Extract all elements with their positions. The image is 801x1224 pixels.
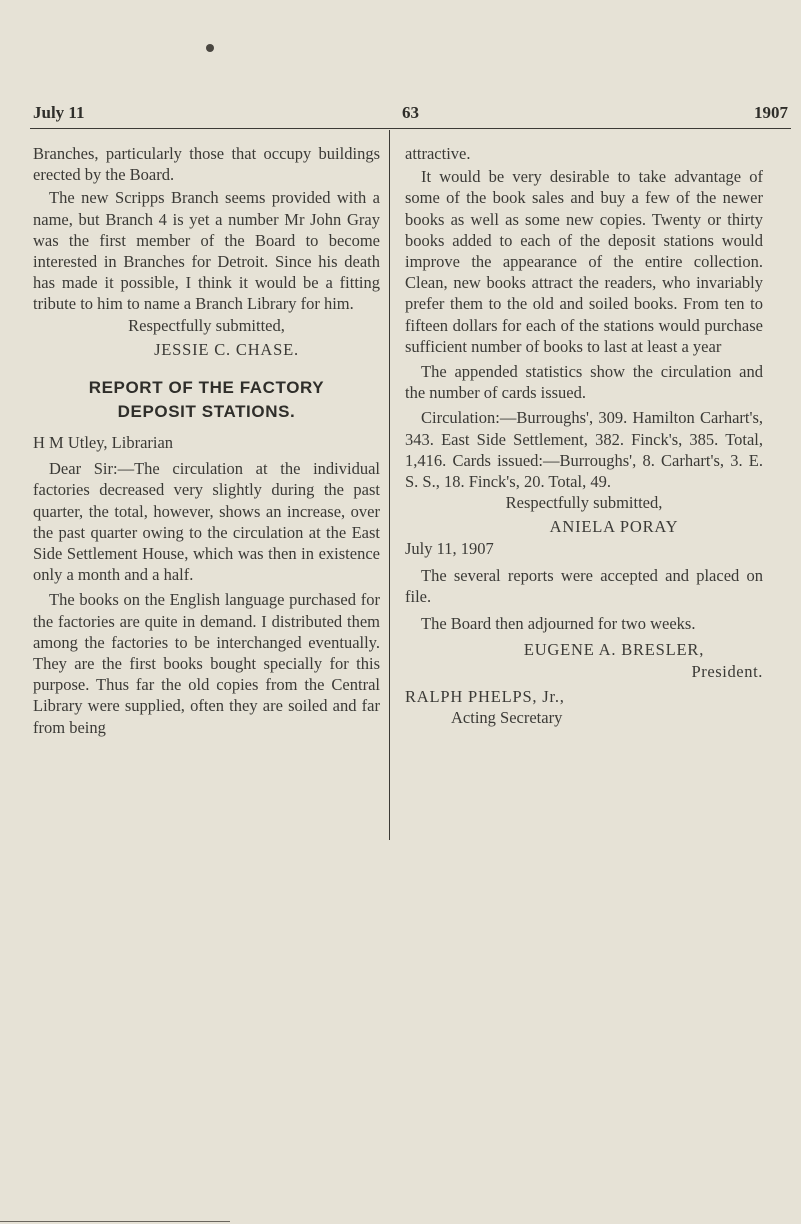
- header-year: 1907: [754, 103, 788, 122]
- paragraph: Dear Sir:—The circulation at the individual factories decreased very slightly during the past quarter, the total, however, shows an increase, over the past quarter owing to the circulation at the East Side Settlement House, which was then in existence only a month and a half.: [33, 459, 380, 585]
- secretary-title: Acting Secretary: [451, 708, 563, 728]
- president-title: President.: [691, 661, 763, 681]
- section-heading: REPORT OF THE FACTORY DEPOSIT STATIONS.: [88, 378, 325, 422]
- running-header: [33, 103, 788, 127]
- paragraph: The books on the English language purchased for the factories are quite in demand. I distributed them among the factories to be interchanged eventually. They are the first books bought specially for this purpose. Thus far the old copies from the Central Library were supplied, often they are soiled and far from being: [33, 590, 380, 737]
- paragraph: The Board then adjourned for two weeks.: [421, 614, 696, 634]
- bottom-rule: [0, 1221, 230, 1222]
- paragraph: attractive.: [405, 144, 471, 163]
- paragraph: The new Scripps Branch seems provided with a name, but Branch 4 is yet a number Mr John Gray was the first member of the Board to become interested in Branches for Detroit. Since his death has made it possible, I think it would be a fitting tribute to him to name a Branch Library for him.: [33, 188, 380, 314]
- closing: Respectfully submitted,: [505, 493, 663, 513]
- report-date: July 11, 1907: [405, 538, 494, 558]
- paragraph: The appended statistics show the circulation and the number of cards issued.: [405, 362, 763, 403]
- left-column: [33, 143, 380, 738]
- binding-hole: [206, 44, 214, 52]
- addressee: H M Utley, Librarian: [33, 433, 174, 453]
- header-rule: [30, 128, 791, 129]
- paragraph: Branches, particularly those that occupy buildings erected by the Board.: [33, 144, 380, 185]
- signature: ANIELA PORAY: [549, 517, 679, 537]
- right-column: [405, 143, 763, 728]
- column-divider: [389, 130, 390, 840]
- signature: JESSIE C. CHASE.: [154, 339, 299, 359]
- page-number: 63: [402, 103, 419, 122]
- paragraph: The several reports were accepted and placed on file.: [405, 565, 763, 607]
- closing: Respectfully submitted,: [128, 315, 285, 335]
- president-name: EUGENE A. BRESLER,: [523, 640, 705, 660]
- paragraph: Circulation:—Burroughs', 309. Hamilton Carhart's, 343. East Side Settlement, 382. Finck's, 385. Total, 1,416. Cards issued:—Burroughs', 8. Carhart's, 3. E. S. S., 18. Finck's, 20. Total, 49.: [405, 408, 763, 492]
- paragraph: It would be very desirable to take advantage of some of the book sales and buy a few of the newer books as well as some new copies. Twenty or thirty books added to each of the deposit stations would improve the appearance of the entire collection. Clean, new books attract the readers, who invariably prefer them to the old and soiled books. From ten to fifteen dollars for each of the stations would purchase sufficient number of books to last at least a year: [405, 167, 763, 356]
- header-date: July 11: [33, 103, 85, 122]
- secretary-name: RALPH PHELPS, Jr.,: [405, 686, 565, 706]
